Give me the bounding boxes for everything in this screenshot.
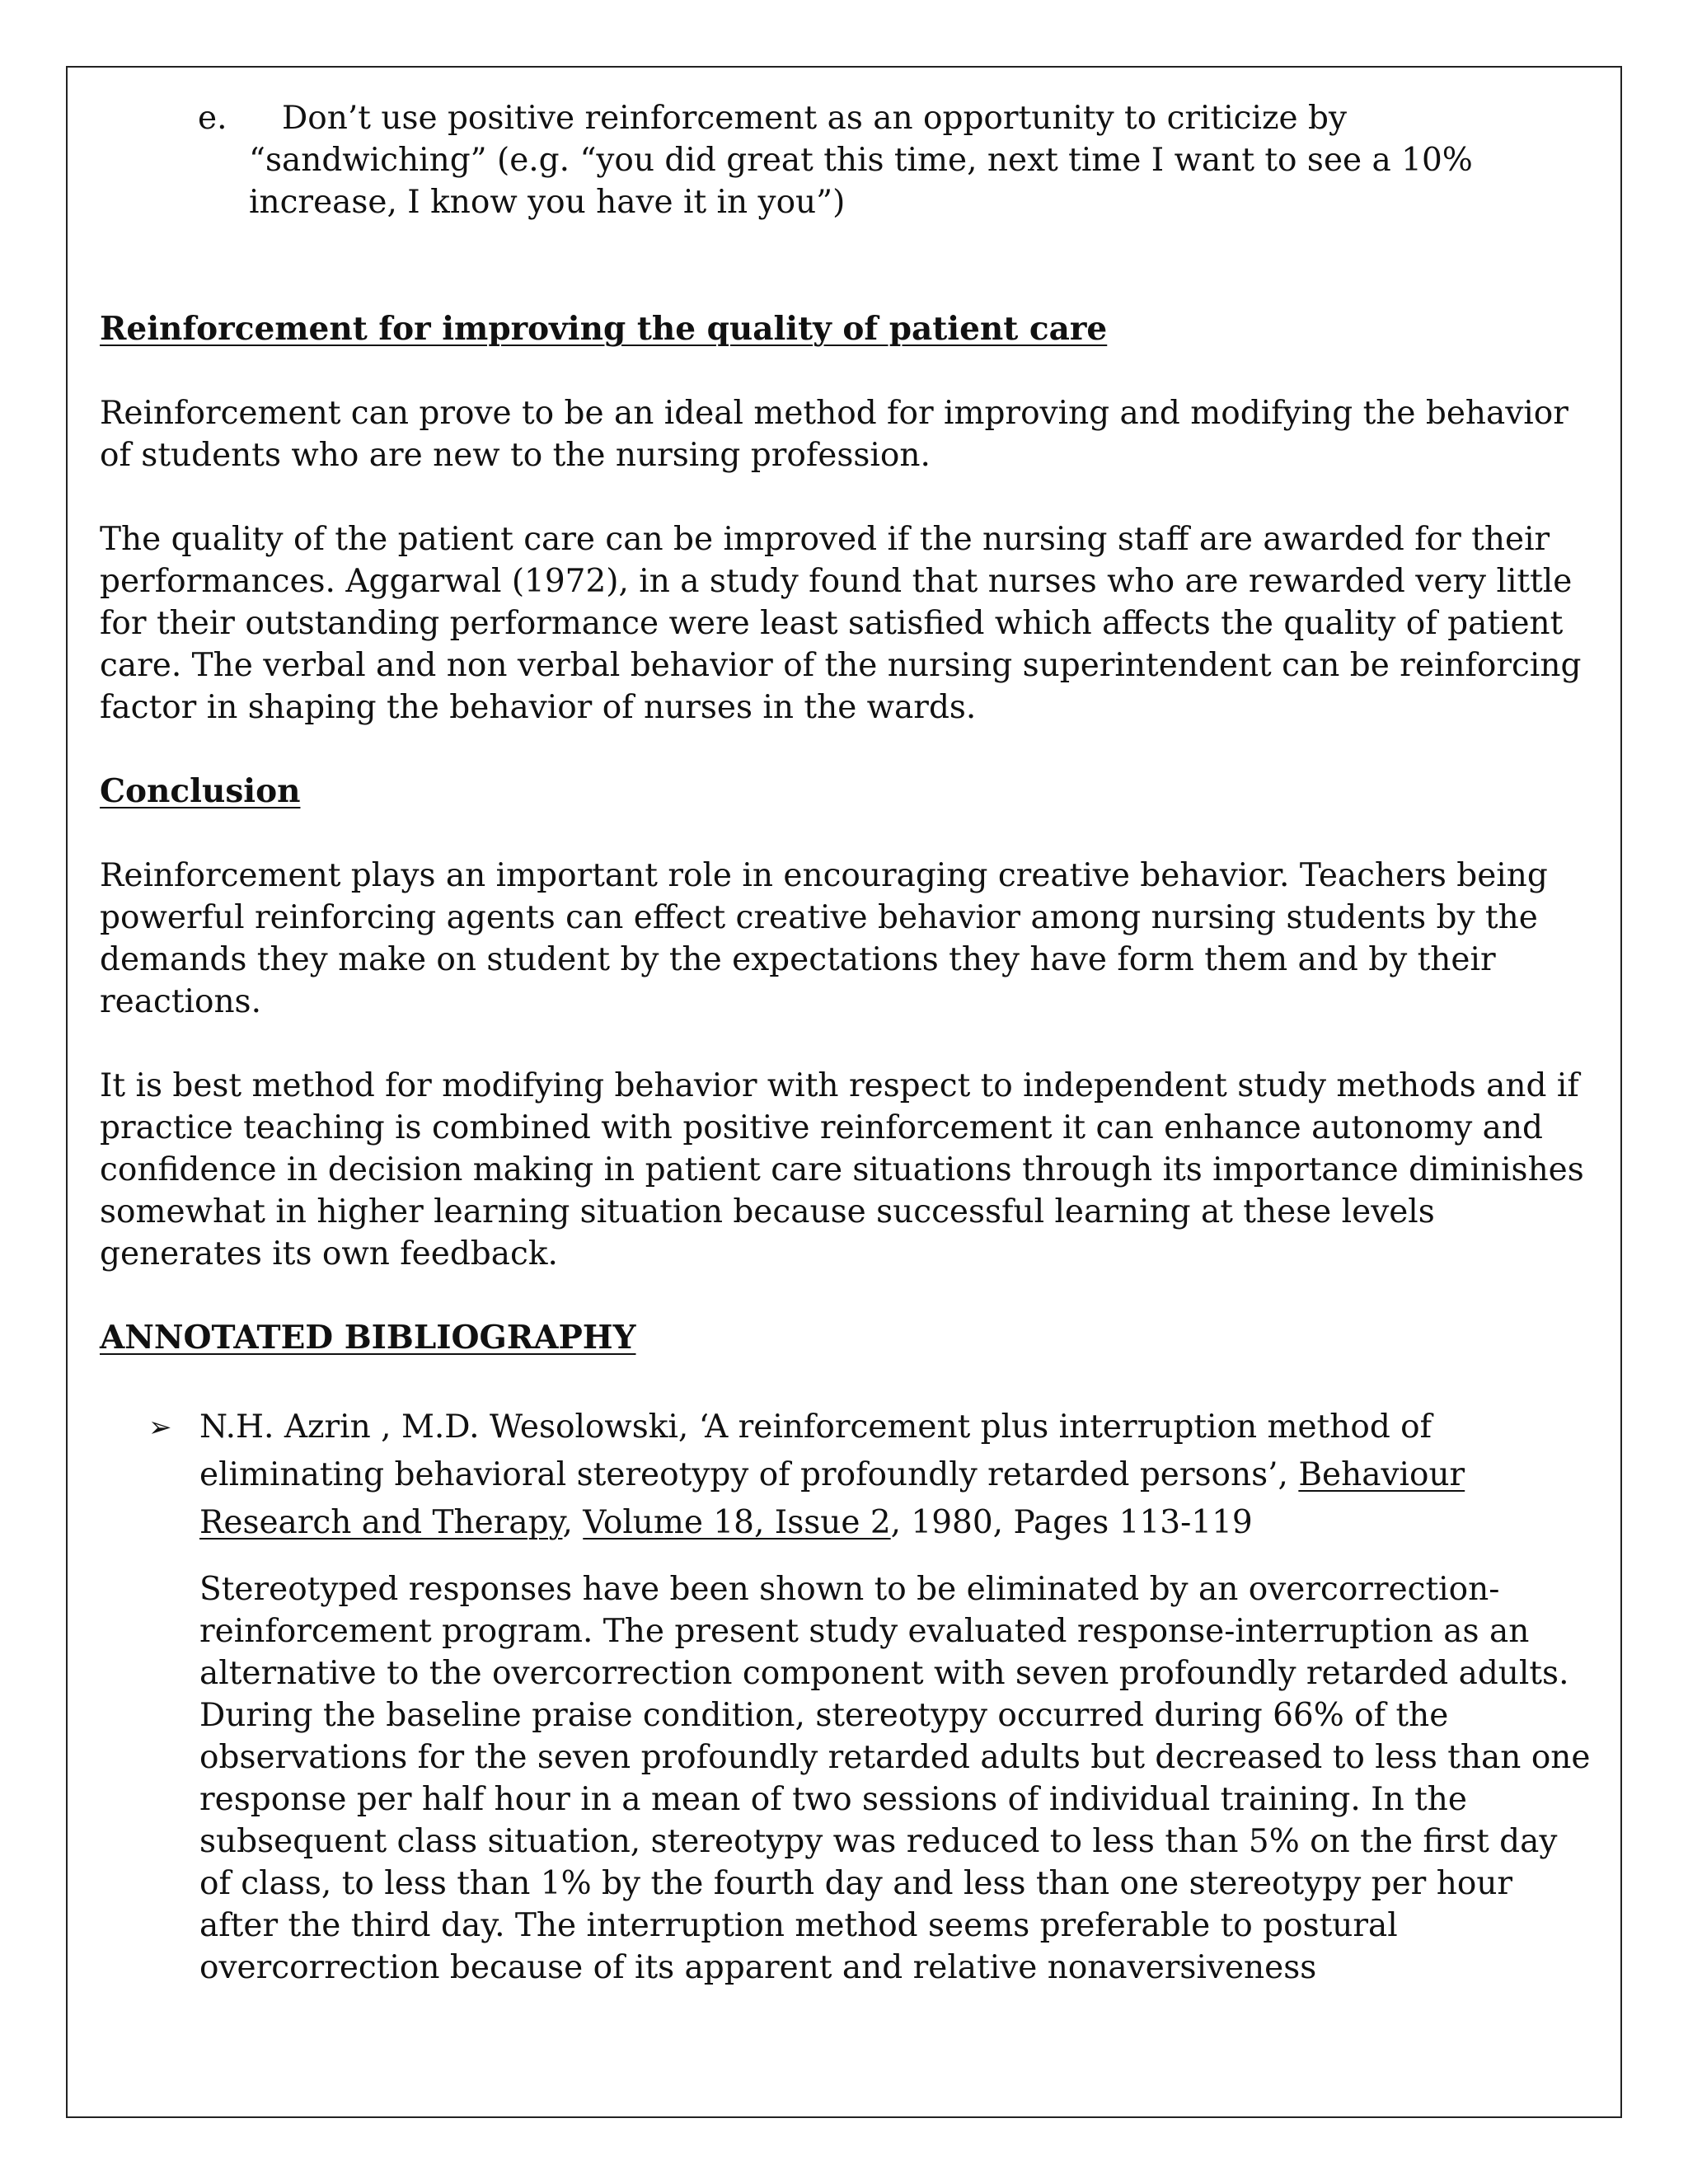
section-heading-bibliography: ANNOTATED BIBLIOGRAPHY [100, 1319, 636, 1357]
arrow-bullet-icon: ➢ [148, 1411, 172, 1444]
bibliography-entry [148, 1404, 1592, 1547]
citation-volume: Volume 18, Issue 2 [583, 1504, 891, 1541]
citation-details: , 1980, Pages 113-119 [890, 1504, 1253, 1541]
list-marker: e. [198, 100, 227, 137]
conclusion-paragraph-2: It is best method for modifying behavior with respect to independent study methods and if practice teaching is combined with positive reinforcement it can enhance autonomy and confidence in decision making in patient care situations through its importance diminishes somewhat in higher learning situation because successful learning at these levels generates its own feedback. [100, 1067, 1584, 1272]
citation-journal: Behaviour Research and Therapy [199, 1456, 1465, 1541]
citation-authors-title: N.H. Azrin , M.D. Wesolowski, ‘A reinforcement plus interruption method of eliminating behavioral stereotypy of profoundly retarded persons’, [199, 1408, 1432, 1493]
citation [199, 1404, 1592, 1547]
document-content [100, 97, 1592, 1989]
list-item-e [198, 97, 1592, 223]
bibliography-annotation: Stereotyped responses have been shown to be eliminated by an overcorrection-reinforcement program. The present study evaluated response-interruption as an alternative to the overcorrection component with seven profoundly retarded adults. During the baseline praise condition, stereotypy occurred during 66% of the observations for the seven profoundly retarded adults but decreased to less than one response per half hour in a mean of two sessions of individual training. In the subsequent class situation, stereotypy was reduced to less than 5% on the first day of class, to less than 1% by the fourth day and less than one stereotypy per hour after the third day. The interruption method seems preferable to postural overcorrection because of its apparent and relative nonaversiveness [199, 1571, 1591, 1986]
quality-paragraph-1: Reinforcement can prove to be an ideal method for improving and modifying the behavior of students who are new to the nursing profession. [100, 395, 1568, 474]
citation-separator: , [562, 1504, 584, 1541]
quality-paragraph-2: The quality of the patient care can be improved if the nursing staff are awarded for their performances. Aggarwal (1972), in a study found that nurses who are rewarded very little for their outstanding performance were least satisfied which affects the quality of patient care. The verbal and non verbal behavior of the nursing superintendent can be reinforcing factor in shaping the behavior of nurses in the wards. [100, 521, 1582, 726]
section-heading-conclusion: Conclusion [100, 772, 301, 810]
list-item-text: Don’t use positive reinforcement as an opportunity to criticize by “sandwiching” (e.g. “you did great this time, next time I want to see a 10% increase, I know you have it in you”) [249, 100, 1473, 221]
section-heading-quality: Reinforcement for improving the quality of patient care [100, 310, 1108, 348]
conclusion-paragraph-1: Reinforcement plays an important role in encouraging creative behavior. Teachers being powerful reinforcing agents can effect creative behavior among nursing students by the demands they make on student by the expectations they have form them and by their reactions. [100, 857, 1548, 1020]
